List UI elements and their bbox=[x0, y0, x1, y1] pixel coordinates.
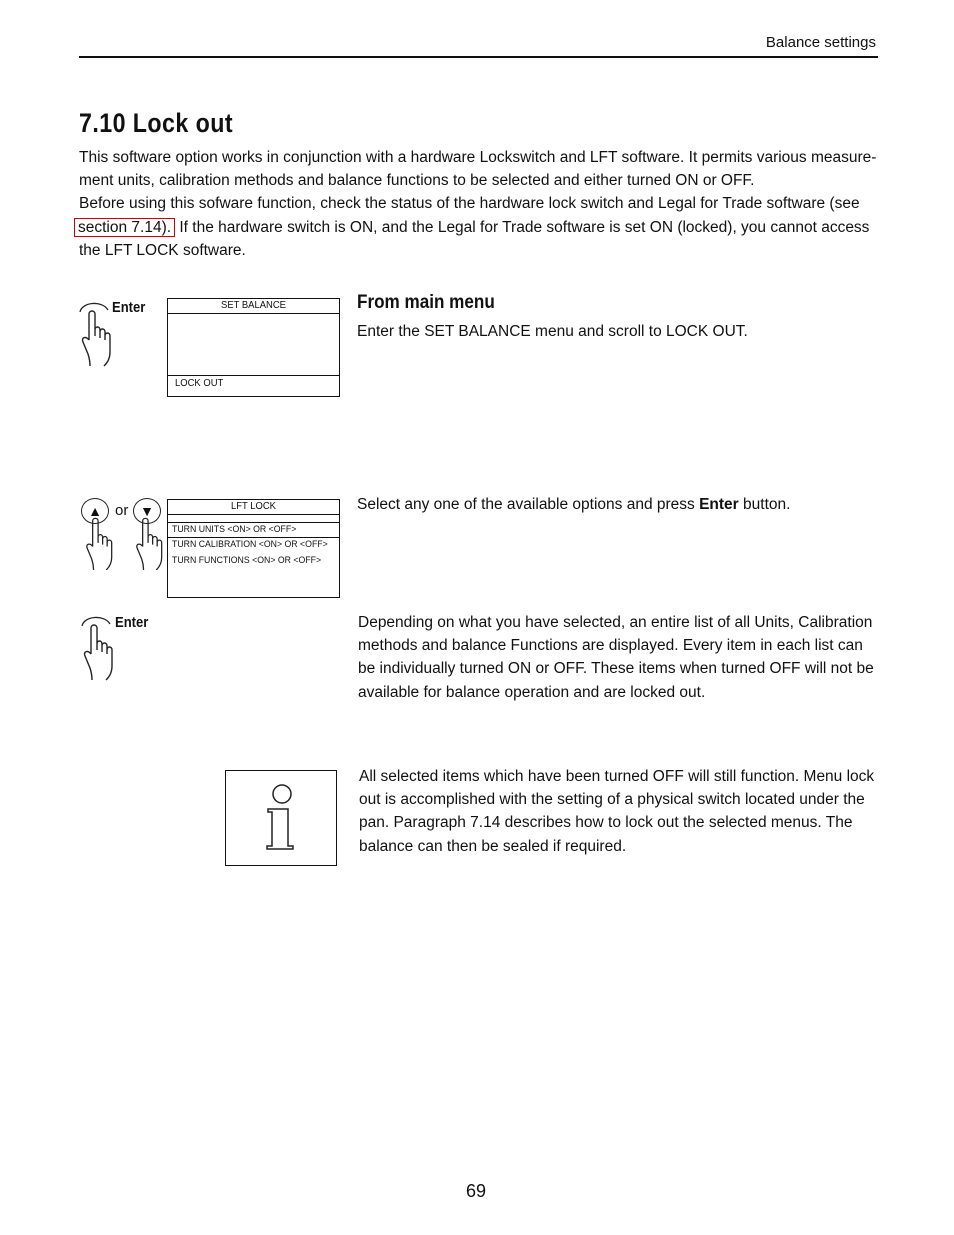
lcd-option[interactable]: TURN UNITS <ON> OR <OFF> bbox=[172, 524, 297, 535]
intro-line: This software option works in conjunction with a hardware Lockswitch and LFT software. It permits various measure- bbox=[79, 149, 877, 166]
info-box bbox=[225, 770, 337, 866]
note-text bbox=[359, 765, 879, 858]
from-main-menu-heading: From main menu bbox=[357, 292, 495, 313]
text-line: Depending on what you have selected, an entire list of all Units, Calibration bbox=[358, 614, 873, 631]
down-arrow-button[interactable]: ▼ bbox=[133, 498, 161, 524]
info-icon bbox=[226, 771, 336, 865]
lcd-selected-item: LOCK OUT bbox=[175, 377, 224, 389]
lcd-divider bbox=[168, 375, 339, 376]
text-line: balance can then be sealed if required. bbox=[359, 837, 627, 855]
intro-line: Before using this sofware function, check the status of the hardware lock switch and Legal for Trade software (see bbox=[79, 195, 860, 213]
running-header: Balance settings bbox=[765, 34, 876, 51]
lcd-option[interactable]: TURN CALIBRATION <ON> OR <OFF> bbox=[172, 539, 328, 550]
up-arrow-button[interactable]: ▲ bbox=[81, 498, 109, 524]
section-title: 7.10 Lock out bbox=[79, 108, 233, 138]
pointing-hand-icon bbox=[132, 512, 166, 570]
text-line: out is accomplished with the setting of a physical switch located under the bbox=[359, 791, 865, 809]
lcd-display-set-balance bbox=[167, 298, 340, 397]
lcd-option[interactable]: TURN FUNCTIONS <ON> OR <OFF> bbox=[172, 555, 322, 566]
step1-instruction: Enter the SET BALANCE menu and scroll to LOCK OUT. bbox=[357, 323, 748, 340]
page-number: 69 bbox=[466, 1181, 487, 1201]
lcd-display-lft-lock bbox=[167, 499, 340, 598]
pointing-hand-icon bbox=[78, 300, 114, 368]
lcd-title: LFT LOCK bbox=[231, 500, 276, 512]
step2-instruction: Select any one of the available options and press Enter button. bbox=[357, 496, 791, 513]
pointing-hand-icon bbox=[82, 512, 116, 570]
pointing-hand-icon bbox=[80, 614, 116, 682]
enter-emphasis: Enter bbox=[699, 496, 739, 513]
enter-key-label: Enter bbox=[112, 300, 146, 316]
lcd-divider bbox=[168, 522, 339, 523]
lcd-title-row bbox=[168, 500, 339, 515]
or-label: or bbox=[115, 502, 129, 519]
lcd-title-row bbox=[168, 299, 339, 314]
intro-line: section 7.14). If the hardware switch is ON, and the Legal for Trade software is set ON (locked), you cannot access bbox=[79, 216, 879, 239]
text-line: available for balance operation and are locked out. bbox=[358, 683, 706, 701]
text-line: All selected items which have been turned OFF will still function. Menu lock bbox=[359, 768, 875, 785]
intro-line: the LFT LOCK software. bbox=[79, 241, 246, 259]
step3-description bbox=[358, 611, 878, 704]
text-line: be individually turned ON or OFF. These items when turned OFF will not be bbox=[358, 660, 874, 678]
lcd-title: SET BALANCE bbox=[221, 299, 286, 311]
text-line: methods and balance Functions are displayed. Every item in each list can bbox=[358, 637, 863, 655]
header-rule bbox=[79, 56, 878, 58]
intro-line: ment units, calibration methods and balance functions to be selected and either turned ON or OFF. bbox=[79, 172, 755, 190]
enter-key-label: Enter bbox=[115, 615, 149, 631]
text-line: pan. Paragraph 7.14 describes how to lock out the selected menus. The bbox=[359, 814, 853, 832]
intro-paragraph bbox=[79, 146, 879, 262]
section-link[interactable]: section 7.14). bbox=[74, 218, 175, 237]
lcd-divider bbox=[168, 537, 339, 538]
